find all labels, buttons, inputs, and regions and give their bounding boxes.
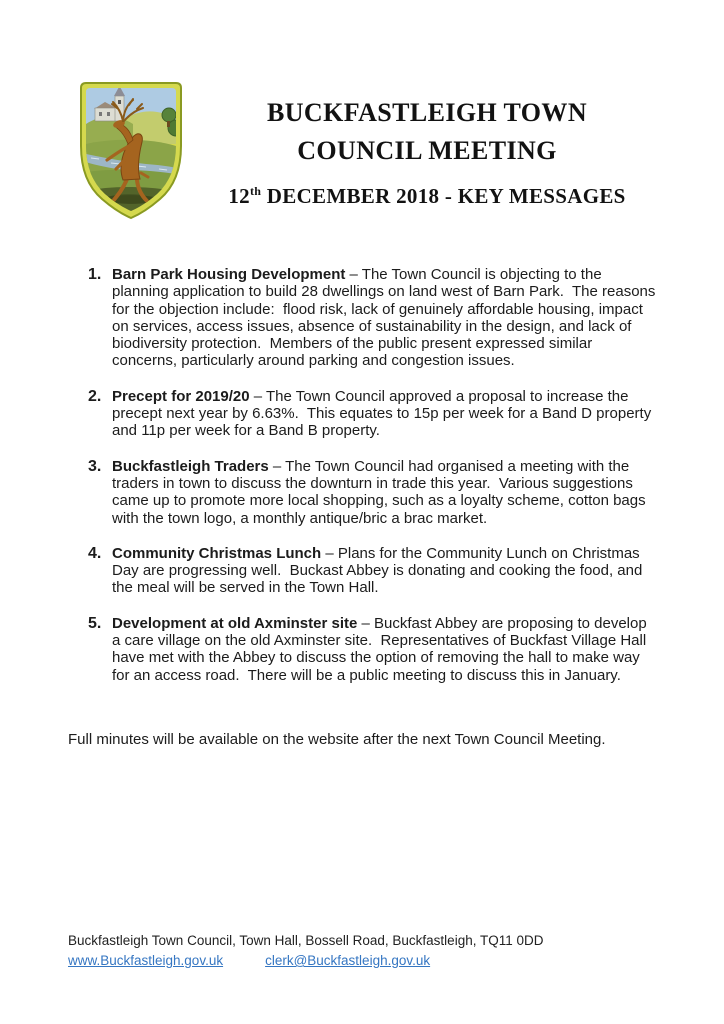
subtitle-day: 12 [228,184,250,208]
list-item [88,266,658,370]
item-heading: Barn Park Housing Development [112,266,346,283]
title-line1: BUCKFASTLEIGH TOWN [267,98,587,127]
document-footer [68,931,668,971]
subtitle-ordinal: th [249,184,262,198]
town-crest-icon [70,78,192,223]
item-text [112,545,658,597]
item-number: 5. [88,614,102,632]
item-text [112,615,658,684]
page-title [192,94,662,170]
item-number: 1. [88,266,102,283]
item-body: – The Town Council had organised a meeting with the traders in town to discuss the downturn in trade this year. Various suggestions came up to promote more local shopping, such as a loyalty scheme, cotton bags with the town logo, a monthly antique/bric a brac market. [112,457,650,527]
item-number: 4. [88,544,102,562]
item-body: – The Town Council is objecting to the planning application to build 28 dwellings on land west of Barn Park. The reasons for the objection include: flood risk, lack of genuinely affordable housing, impact on services, access issues, absence of sustainability in the design, and lack of biodiversity protection. Members of the public present expressed similar concerns, particularly around parking and congestion issues. [112,266,660,370]
item-heading: Development at old Axminster site [112,614,358,632]
item-heading: Precept for 2019/20 [112,387,250,405]
closing-note: Full minutes will be available on the website after the next Town Council Meeting. [68,731,606,748]
item-heading: Community Christmas Lunch [112,544,322,562]
key-messages-list [88,266,658,702]
subtitle-rest: DECEMBER 2018 - KEY MESSAGES [261,184,626,208]
item-body: – Buckfast Abbey are proposing to develop a care village on the old Axminster site. Representatives of Buckfast Village Hall have met with the Abbey to discuss the option of removing the hall to make way for an access road. There will be a public meeting to discuss this in January. [112,614,651,684]
item-body: – The Town Council approved a proposal to increase the precept next year by 6.63%. This equates to 15p per week for a Band D property and 11p per week for a Band B property. [112,387,656,440]
footer-links [68,951,668,971]
footer-address: Buckfastleigh Town Council, Town Hall, Bossell Road, Buckfastleigh, TQ11 0DD [68,933,544,948]
item-number: 3. [88,457,102,475]
list-item [88,388,658,440]
list-item [88,545,658,597]
item-text [112,266,658,370]
header-titles [192,94,662,208]
website-link[interactable]: www.Buckfastleigh.gov.uk [68,953,224,968]
list-item [88,458,658,527]
item-body: – Plans for the Community Lunch on Christmas Day are progressing well. Buckast Abbey is donating and cooking the food, and the meal will be served in the Town Hall. [112,544,647,597]
email-link[interactable]: clerk@Buckfastleigh.gov.uk [265,953,431,968]
title-line2: COUNCIL MEETING [297,136,557,165]
item-number: 2. [88,387,102,405]
page-subtitle [192,184,662,208]
item-text [112,388,658,440]
list-item [88,615,658,684]
item-text [112,458,658,527]
item-heading: Buckfastleigh Traders [112,457,269,475]
